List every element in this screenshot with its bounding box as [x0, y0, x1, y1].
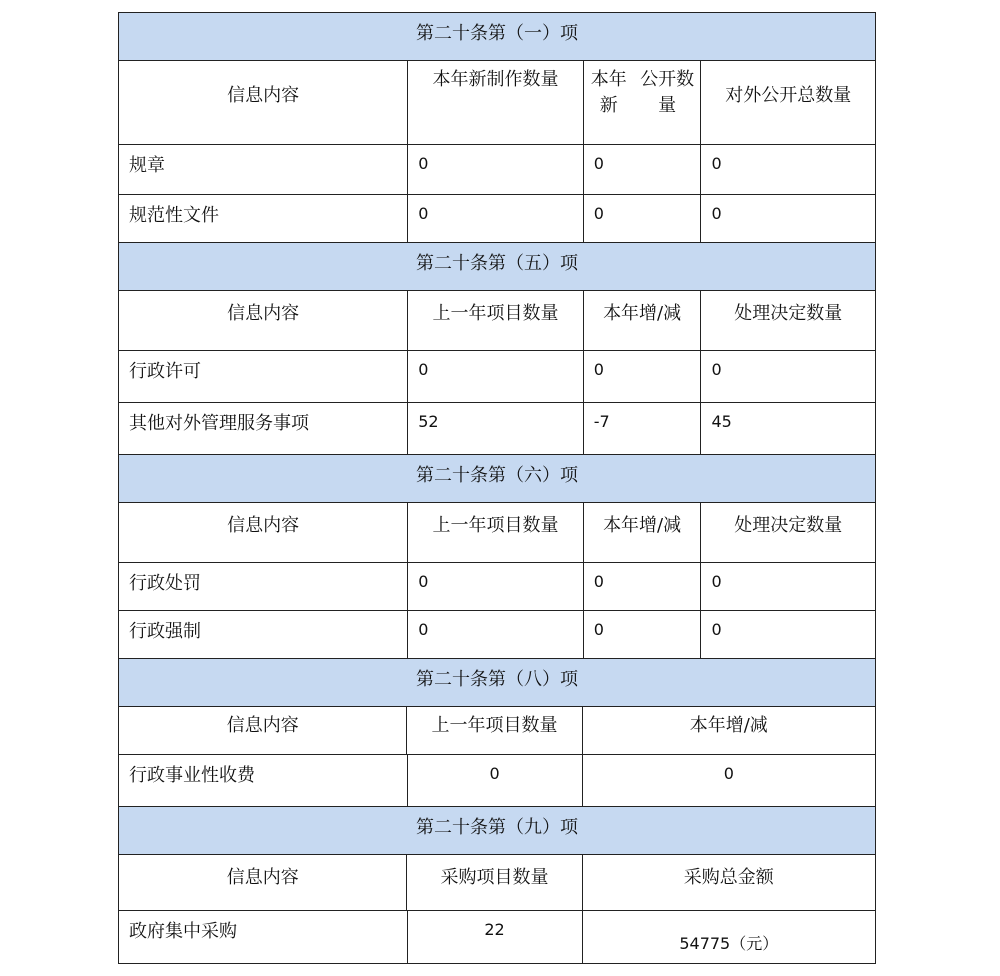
header-cell: 本年增/减 — [689, 715, 768, 736]
value-cell: 0 — [723, 764, 734, 783]
header-cell: 处理决定数量 — [734, 303, 843, 324]
table-row — [119, 611, 875, 659]
section-title: 第二十条第（一）项 — [119, 13, 875, 61]
value-cell: 0 — [711, 620, 722, 639]
header-cell: 信息内容 — [119, 291, 408, 350]
value-cell: 0 — [711, 360, 722, 379]
header-cell: 本年增/减 — [584, 291, 702, 350]
value-cell: 0 — [584, 611, 702, 658]
header-row — [119, 291, 875, 351]
value-cell: 52 — [408, 403, 584, 454]
header-line: 公开数量 — [640, 69, 695, 117]
disclosure-table — [118, 12, 876, 964]
value-cell: 0 — [408, 195, 584, 242]
table-row — [119, 563, 875, 611]
row-label: 行政事业性收费 — [119, 755, 408, 806]
table-row — [119, 403, 875, 455]
row-label: 行政许可 — [119, 351, 408, 402]
header-cell: 采购总金额 — [683, 867, 774, 888]
header-cell — [408, 61, 584, 144]
value-cell: 0 — [408, 145, 584, 194]
header-cell: 上一年项目数量 — [408, 503, 584, 562]
value-cell: 0 — [584, 351, 702, 402]
row-label: 政府集中采购 — [119, 911, 408, 963]
header-cell: 信息内容 — [119, 855, 407, 910]
header-cell: 处理决定数量 — [734, 515, 843, 536]
value-cell: 45 — [711, 412, 732, 431]
header-line: 制作数量 — [486, 69, 559, 90]
value-cell: 0 — [584, 195, 702, 242]
value-cell: 22 — [408, 911, 583, 963]
table-row — [119, 911, 875, 963]
header-row — [119, 707, 875, 755]
header-row — [119, 503, 875, 563]
value-cell: 54775（元） — [679, 934, 779, 953]
table-row — [119, 145, 875, 195]
value-cell: 0 — [711, 154, 722, 173]
header-cell: 采购项目数量 — [407, 855, 582, 910]
table-row — [119, 755, 875, 807]
header-cell: 信息内容 — [119, 503, 408, 562]
value-cell: 0 — [711, 572, 722, 591]
header-cell: 对外公开总数量 — [725, 85, 852, 106]
row-label: 行政处罚 — [119, 563, 408, 610]
header-cell: 信息内容 — [119, 707, 407, 754]
value-cell: 0 — [408, 351, 584, 402]
header-row — [119, 855, 875, 911]
value-cell: 0 — [584, 145, 702, 194]
header-line: 本年新 — [590, 69, 627, 117]
header-cell: 本年增/减 — [584, 503, 702, 562]
section-title: 第二十条第（五）项 — [119, 243, 875, 291]
header-cell: 上一年项目数量 — [407, 707, 582, 754]
value-cell: 0 — [584, 563, 702, 610]
header-row — [119, 61, 875, 145]
value-cell: 0 — [408, 563, 584, 610]
value-cell: -7 — [584, 403, 702, 454]
row-label: 其他对外管理服务事项 — [119, 403, 408, 454]
header-cell — [584, 61, 702, 144]
table-row — [119, 351, 875, 403]
header-cell: 上一年项目数量 — [408, 291, 584, 350]
value-cell: 0 — [408, 755, 583, 806]
header-line: 本年新 — [432, 69, 487, 90]
value-cell: 0 — [408, 611, 584, 658]
section-title: 第二十条第（九）项 — [119, 807, 875, 855]
header-cell: 信息内容 — [119, 61, 408, 144]
table-row — [119, 195, 875, 243]
row-label: 规范性文件 — [119, 195, 408, 242]
row-label: 规章 — [119, 145, 408, 194]
section-title: 第二十条第（六）项 — [119, 455, 875, 503]
value-cell: 0 — [711, 204, 722, 223]
section-title: 第二十条第（八）项 — [119, 659, 875, 707]
row-label: 行政强制 — [119, 611, 408, 658]
